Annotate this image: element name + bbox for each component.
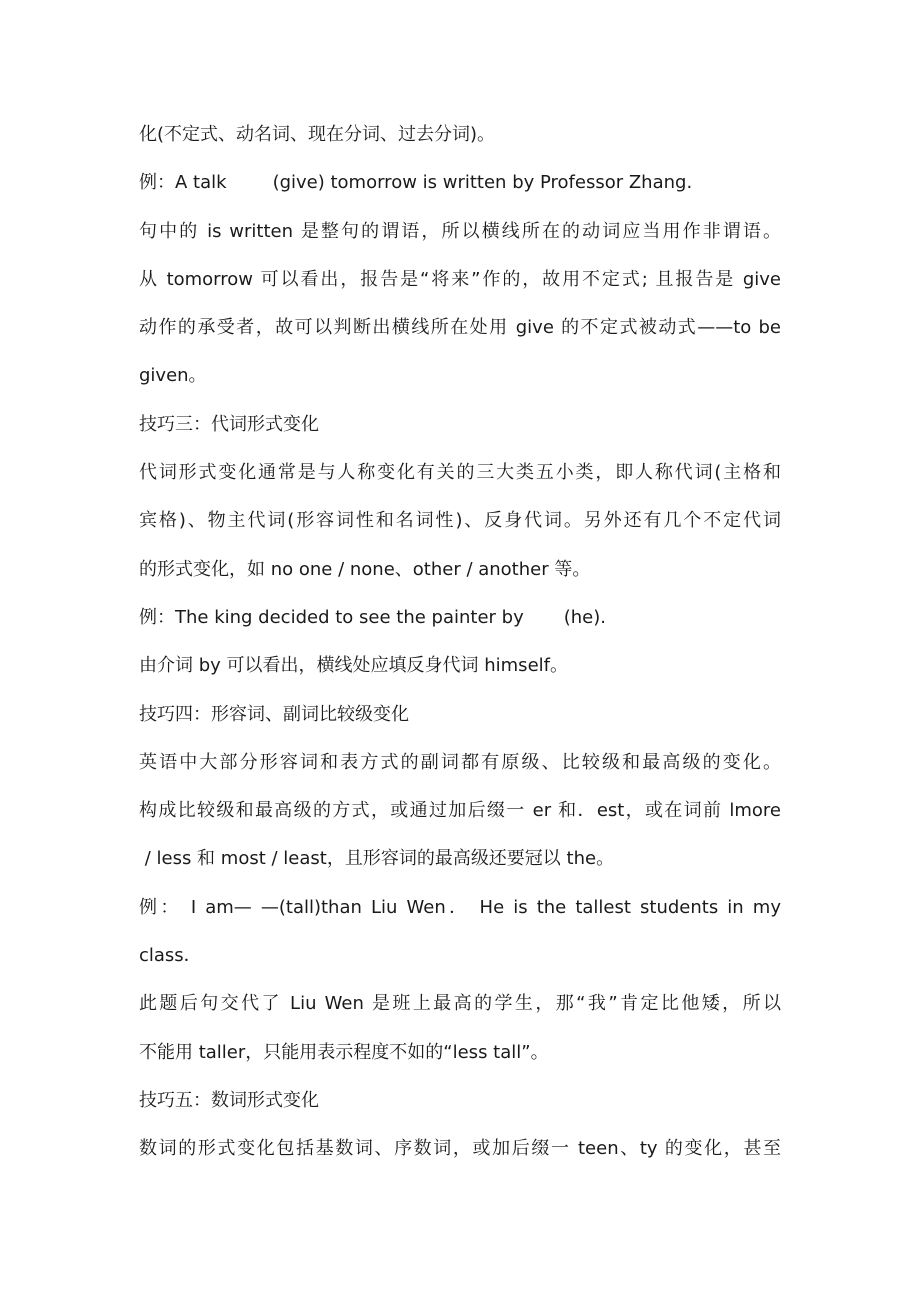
paragraph-line: 由介词 by 可以看出，横线处应填反身代词 himself。 [139,655,568,677]
section-heading: 技巧三：代词形式变化 [139,413,319,435]
document-page [139,111,781,1174]
paragraph-line: 代词形式变化通常是与人称变化有关的三大类五小类，即人称代词(主格和 [139,462,781,484]
paragraph-line: 句中的 is written 是整句的谓语，所以横线所在的动词应当用作非谓语。 [139,220,781,242]
section-heading: 技巧五：数词形式变化 [139,1089,319,1111]
paragraph-line: / less 和 most / least，且形容词的最高级还要冠以 the。 [139,848,615,870]
paragraph-line: 此题后句交代了 Liu Wen 是班上最高的学生，那“我”肯定比他矮，所以 [139,993,781,1015]
example-text-part2: (he). [563,606,606,628]
paragraph-line: 的形式变化，如 no one / none、other / another 等。 [139,558,591,580]
paragraph-line: 不能用 taller，只能用表示程度不如的“less tall”。 [139,1041,549,1063]
section-heading: 技巧四：形容词、副词比较级变化 [139,703,409,725]
paragraph-line: 动作的承受者，故可以判断出横线所在处用 give 的不定式被动式——to be [139,317,781,339]
paragraph-line: 构成比较级和最高级的方式，或通过加后缀一 er 和．est，或在词前 lmore [139,800,781,822]
paragraph-line: 数词的形式变化包括基数词、序数词，或加后缀一 teen、ty 的变化，甚至 [139,1138,781,1160]
example-text-part2: (give) tomorrow is written by Professor Zhang. [272,172,693,194]
paragraph-line: 从 tomorrow 可以看出，报告是“将来”作的，故用不定式; 且报告是 give [139,268,781,290]
paragraph-line: 英语中大部分形容词和表方式的副词都有原级、比较级和最高级的变化。 [139,751,781,773]
example-line [139,159,781,207]
paragraph-line: given。 [139,365,207,387]
example-text-part1: 例：The king decided to see the painter by [139,606,524,628]
paragraph-line: 化(不定式、动名词、现在分词、过去分词)。 [139,124,496,145]
paragraph-line: class． [139,945,202,967]
example-line [139,594,781,642]
example-text-part1: 例：A talk [139,172,227,194]
paragraph-line: 宾格)、物主代词(形容词性和名词性)、反身代词。另外还有几个不定代词 [139,510,781,532]
example-line: 例： I am— —(tall)than Liu Wen． He is the tallest students in my [139,896,781,918]
